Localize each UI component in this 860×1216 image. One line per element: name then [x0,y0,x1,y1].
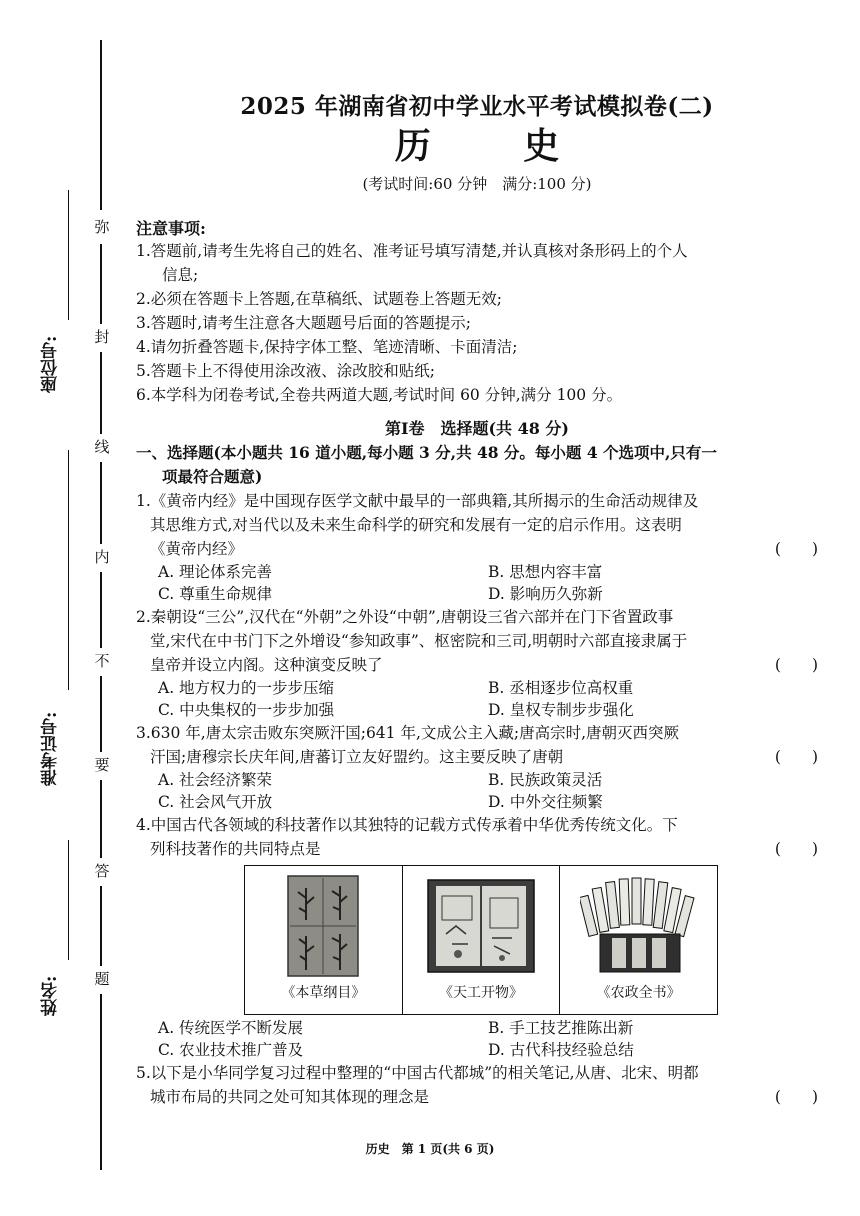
question-text: 2.秦朝设“三公”,汉代在“外朝”之外设“中朝”,唐朝设三省六部并在门下省置政事 [136,608,674,626]
question-1 [136,489,818,605]
book-figures [244,865,718,1015]
question-text: 《黄帝内经》 [150,540,244,558]
seal-char: 内 [94,548,110,566]
section-instruction: 项最符合题意) [162,467,263,486]
tiangong-book-image [422,874,540,978]
note-item: 1.答题前,请考生先将自己的姓名、准考证号填写清楚,并认真核对条形码上的个人 [136,242,688,260]
question-text: 汗国;唐穆宗长庆年间,唐蕃订立友好盟约。这主要反映了唐朝 [150,748,564,766]
subject-title: 历 史 [394,125,600,167]
question-5 [136,1061,818,1109]
figure-nongzheng [560,866,717,1014]
seal-char: 弥 [94,218,110,236]
answer-blank: ( ) [774,1088,818,1106]
option-a: A. 地方权力的一步步压缩 [158,679,335,697]
question-text: 列科技著作的共同特点是 [150,840,321,858]
page-footer: 历史 第 1 页(共 6 页) [365,1142,495,1156]
exam-page [136,80,818,1109]
option-c: C. 中央集权的一步步加强 [158,701,335,719]
nongzheng-book-image [580,874,698,978]
question-text: 城市布局的共同之处可知其体现的理念是 [150,1088,430,1106]
name-fill-line [68,840,69,960]
option-b: B. 民族政策灵活 [488,771,603,789]
question-2 [136,605,818,721]
seal-char: 题 [94,970,110,988]
question-text: 3.630 年,唐太宗击败东突厥汗国;641 年,文成公主入藏;唐高宗时,唐朝灭西突厥 [136,724,680,742]
bencao-book-image [264,874,382,978]
figure-caption: 《农政全书》 [596,985,681,1001]
note-item: 3.答题时,请考生注意各大题题号后面的答题提示; [136,314,471,332]
note-item: 6.本学科为闭卷考试,全卷共两道大题,考试时间 60 分钟,满分 100 分。 [136,386,623,404]
option-b: B. 丞相逐步位高权重 [488,679,634,697]
figure-bencao [245,866,403,1014]
option-a: A. 社会经济繁荣 [158,771,273,789]
exam-info: (考试时间:60 分钟 满分:100 分) [362,175,592,193]
option-b: B. 手工技艺推陈出新 [488,1019,634,1037]
binding-line [100,886,102,966]
notes-list [136,239,818,407]
seal-char: 封 [94,328,110,346]
seal-char: 要 [94,756,110,774]
binding-line [100,676,102,752]
notes-title: 注意事项: [136,219,206,238]
seat-fill-line [68,190,69,320]
option-d: D. 古代科技经验总结 [488,1041,634,1059]
option-c: C. 农业技术推广普及 [158,1041,304,1059]
question-3 [136,721,818,813]
answer-blank: ( ) [774,540,818,558]
option-a: A. 传统医学不断发展 [158,1019,304,1037]
question-text: 5.以下是小华同学复习过程中整理的“中国古代都城”的相关笔记,从唐、北宋、明都 [136,1064,699,1082]
answer-blank: ( ) [774,840,818,858]
note-item: 信息; [162,266,199,284]
option-d: D. 影响历久弥新 [488,585,603,603]
name-label: 姓名: [41,975,61,1017]
seal-char: 不 [94,652,110,670]
question-text: 4.中国古代各领域的科技著作以其独特的记载方式传承着中华优秀传统文化。下 [136,816,678,834]
answer-blank: ( ) [774,748,818,766]
answer-blank: ( ) [774,656,818,674]
question-text: 皇帝并设立内阁。这种演变反映了 [150,656,383,674]
seal-char: 答 [94,862,110,880]
figure-caption: 《天工开物》 [439,985,523,1001]
note-item: 2.必须在答题卡上答题,在草稿纸、试题卷上答题无效; [136,290,502,308]
option-d: D. 中外交往频繁 [488,793,603,811]
section-heading: 第Ⅰ卷 选择题(共 48 分) [384,419,570,438]
note-item: 4.请勿折叠答题卡,保持字体工整、笔迹清晰、卡面清洁; [136,338,518,356]
figure-tiangong [403,866,561,1014]
option-b: B. 思想内容丰富 [488,563,603,581]
binding-line [100,780,102,858]
exam-id-fill-line [68,450,69,690]
section-instruction: 一、选择题(本小题共 16 道小题,每小题 3 分,共 48 分。每小题 4 个选项中,只有一 [136,443,717,462]
exam-title: 2025 年湖南省初中学业水平考试模拟卷(二) [240,93,714,120]
note-item: 5.答题卡上不得使用涂改液、涂改胶和贴纸; [136,362,436,380]
option-c: C. 社会风气开放 [158,793,273,811]
question-text: 堂,宋代在中书门下之外增设“参知政事”、枢密院和三司,明朝时六部直接隶属于 [150,632,688,650]
option-c: C. 尊重生命规律 [158,585,273,603]
option-d: D. 皇权专制步步强化 [488,701,634,719]
seat-number-label: 座位号: [41,335,61,393]
figure-caption: 《本草纲目》 [281,985,366,1001]
question-text: 1.《黄帝内经》是中国现存医学文献中最早的一部典籍,其所揭示的生命活动规律及 [136,492,699,510]
binding-line [100,244,102,324]
question-text: 其思维方式,对当代以及未来生命科学的研究和发展有一定的启示作用。这表明 [150,516,682,534]
seal-char: 线 [94,438,110,456]
option-a: A. 理论体系完善 [158,563,273,581]
binding-line [100,462,102,544]
binding-line [100,572,102,648]
binding-line-top [100,40,102,210]
binding-line [100,352,102,434]
question-4 [136,813,818,1061]
exam-id-label: 准考证号: [41,711,61,787]
